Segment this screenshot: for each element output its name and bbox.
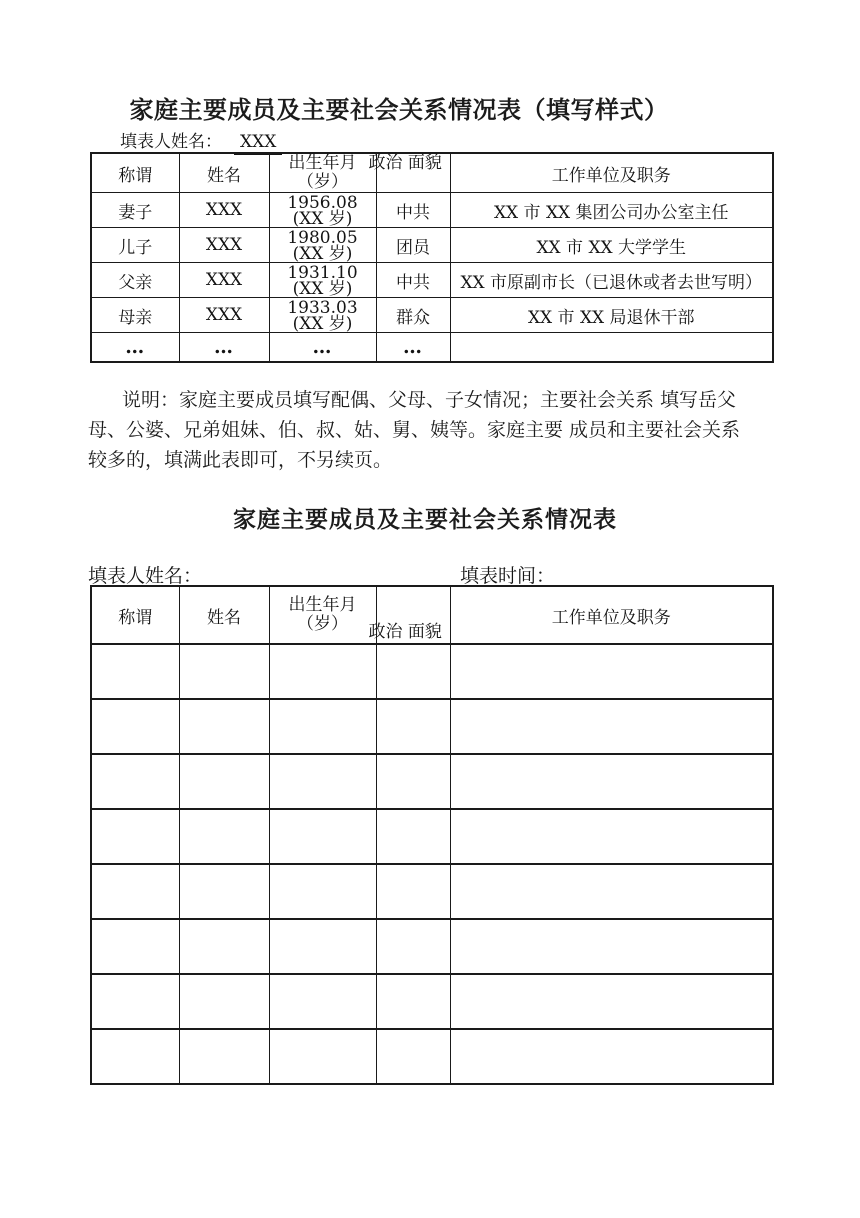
sample-table-header-row xyxy=(91,153,773,193)
header-politics-label: 政治 面貌 xyxy=(368,153,442,173)
cell-politics: 中共 xyxy=(376,263,450,298)
blank-cell[interactable] xyxy=(269,919,376,974)
table-row-son xyxy=(91,228,773,263)
blank-row xyxy=(91,1029,773,1084)
blank-section-labels xyxy=(0,561,860,585)
blank-cell[interactable] xyxy=(376,919,450,974)
blank-row xyxy=(91,864,773,919)
header-cell-birth xyxy=(269,586,376,644)
cell-work: XX 市 XX 局退休干部 xyxy=(450,298,773,333)
cell-name: XXX xyxy=(179,193,269,228)
note-line: 母、公婆、兄弟姐妹、伯、叔、姑、舅、姨等。家庭主要 成员和主要社会关系 xyxy=(88,419,741,441)
cell-birth: … xyxy=(269,333,376,363)
blank-row xyxy=(91,809,773,864)
birth-date: 1956.08 xyxy=(287,193,358,213)
blank-cell[interactable] xyxy=(179,699,269,754)
blank-cell[interactable] xyxy=(269,809,376,864)
blank-cell[interactable] xyxy=(269,864,376,919)
blank-cell[interactable] xyxy=(376,754,450,809)
blank-cell[interactable] xyxy=(91,974,179,1029)
header-cell-work: 工作单位及职务 xyxy=(450,586,773,644)
header-politics-label: 政治 面貌 xyxy=(368,622,442,642)
blank-cell[interactable] xyxy=(450,699,773,754)
cell-birth xyxy=(269,263,376,298)
blank-cell[interactable] xyxy=(376,974,450,1029)
table-row-ellipsis xyxy=(91,333,773,363)
blank-cell[interactable] xyxy=(91,809,179,864)
cell-birth xyxy=(269,298,376,333)
blank-cell[interactable] xyxy=(450,1029,773,1084)
blank-cell[interactable] xyxy=(91,644,179,699)
cell-name: XXX xyxy=(179,228,269,263)
blank-cell[interactable] xyxy=(179,919,269,974)
cell-relation: 妻子 xyxy=(91,193,179,228)
note-line: 说明：家庭主要成员填写配偶、父母、子女情况；主要社会关系 填写岳父 xyxy=(122,389,737,411)
birth-date: 1933.03 xyxy=(287,298,358,318)
blank-cell[interactable] xyxy=(450,754,773,809)
cell-politics: 中共 xyxy=(376,193,450,228)
birth-age: (XX 岁) xyxy=(292,279,353,297)
blank-cell[interactable] xyxy=(179,809,269,864)
birth-age: (XX 岁) xyxy=(292,314,353,332)
blank-cell[interactable] xyxy=(179,864,269,919)
cell-relation: … xyxy=(91,333,179,363)
cell-work xyxy=(450,333,773,363)
cell-work: XX 市 XX 大学学生 xyxy=(450,228,773,263)
blank-cell[interactable] xyxy=(269,974,376,1029)
blank-cell[interactable] xyxy=(91,699,179,754)
table-row-wife xyxy=(91,193,773,228)
blank-cell[interactable] xyxy=(450,919,773,974)
note-paragraph xyxy=(88,385,772,475)
cell-birth xyxy=(269,228,376,263)
blank-row xyxy=(91,974,773,1029)
blank-cell[interactable] xyxy=(269,644,376,699)
header-birth-line1: 出生年月 xyxy=(288,153,357,173)
cell-politics: 群众 xyxy=(376,298,450,333)
note-line: 较多的，填满此表即可，不另续页。 xyxy=(88,449,393,471)
blank-cell[interactable] xyxy=(376,699,450,754)
blank-cell[interactable] xyxy=(179,1029,269,1084)
table-row-mother xyxy=(91,298,773,333)
blank-cell[interactable] xyxy=(269,754,376,809)
sample-section-title: 家庭主要成员及主要社会关系情况表（填写样式） xyxy=(129,95,669,124)
cell-politics: … xyxy=(376,333,450,363)
cell-relation: 父亲 xyxy=(91,263,179,298)
blank-filler-name-label: 填表人姓名： xyxy=(88,565,203,587)
blank-cell[interactable] xyxy=(91,754,179,809)
cell-work: XX 市原副市长（已退休或者去世写明） xyxy=(450,263,773,298)
blank-cell[interactable] xyxy=(376,644,450,699)
sample-filler-name-value: XXX xyxy=(234,132,282,155)
birth-age: (XX 岁) xyxy=(292,244,353,262)
header-birth-line1: 出生年月 xyxy=(288,595,357,615)
cell-relation: 儿子 xyxy=(91,228,179,263)
birth-date: 1980.05 xyxy=(287,228,358,248)
birth-date: 1931.10 xyxy=(287,263,358,283)
blank-cell[interactable] xyxy=(376,809,450,864)
header-cell-name: 姓名 xyxy=(179,586,269,644)
cell-politics: 团员 xyxy=(376,228,450,263)
cell-name: XXX xyxy=(179,263,269,298)
blank-cell[interactable] xyxy=(450,809,773,864)
blank-table xyxy=(90,585,774,1085)
sample-filler-name-line xyxy=(120,127,282,155)
header-cell-relation: 称谓 xyxy=(91,153,179,193)
blank-section-title: 家庭主要成员及主要社会关系情况表 xyxy=(233,506,617,533)
blank-row xyxy=(91,919,773,974)
blank-cell[interactable] xyxy=(376,864,450,919)
blank-row xyxy=(91,754,773,809)
blank-row xyxy=(91,644,773,699)
table-row-father xyxy=(91,263,773,298)
header-cell-birth xyxy=(269,153,376,193)
blank-cell[interactable] xyxy=(376,1029,450,1084)
blank-cell[interactable] xyxy=(450,974,773,1029)
header-cell-work: 工作单位及职务 xyxy=(450,153,773,193)
blank-table-header-row xyxy=(91,586,773,644)
sample-table xyxy=(90,152,774,363)
blank-cell[interactable] xyxy=(91,919,179,974)
blank-table-body xyxy=(91,644,773,1084)
header-cell-name: 姓名 xyxy=(179,153,269,193)
blank-cell[interactable] xyxy=(91,864,179,919)
blank-cell[interactable] xyxy=(269,1029,376,1084)
cell-name: XXX xyxy=(179,298,269,333)
header-birth-line2: （岁） xyxy=(297,172,348,192)
cell-relation: 母亲 xyxy=(91,298,179,333)
header-cell-politics xyxy=(368,586,450,644)
header-cell-relation: 称谓 xyxy=(91,586,179,644)
birth-age: (XX 岁) xyxy=(292,209,353,227)
blank-fill-time-label: 填表时间： xyxy=(460,565,556,587)
blank-row xyxy=(91,699,773,754)
cell-birth xyxy=(269,193,376,228)
blank-cell[interactable] xyxy=(269,699,376,754)
blank-cell[interactable] xyxy=(179,974,269,1029)
blank-cell[interactable] xyxy=(179,754,269,809)
blank-cell[interactable] xyxy=(450,644,773,699)
blank-cell[interactable] xyxy=(450,864,773,919)
cell-name: … xyxy=(179,333,269,363)
cell-work: XX 市 XX 集团公司办公室主任 xyxy=(450,193,773,228)
header-cell-politics xyxy=(368,153,450,193)
sample-filler-name-label: 填表人姓名： xyxy=(120,132,222,152)
blank-cell[interactable] xyxy=(91,1029,179,1084)
blank-cell[interactable] xyxy=(179,644,269,699)
header-birth-line2: （岁） xyxy=(297,614,348,634)
